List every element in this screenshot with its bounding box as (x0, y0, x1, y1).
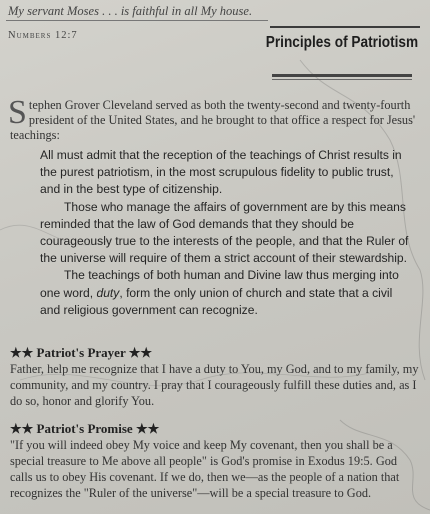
page-title: Principles of Patriotism (265, 34, 418, 51)
drop-cap: S (8, 94, 27, 131)
title-rule-top (270, 26, 420, 28)
title-rule-bottom-thin (272, 79, 412, 80)
epigraph-verse: My servant Moses . . . is faithful in all My house. (8, 4, 253, 18)
quote-paragraph-2: Those who manage the affairs of government are by this means reminded that the law of God demands that they should be courageously true to the interests of the people, and that the Ruler of the universe will require of them a strict account of their stewardship. (40, 199, 409, 266)
quote-p3-emphasis: duty (96, 285, 120, 300)
quote-p3-after: , form the only union of church and state that a civil and religious government can recognize. (40, 285, 393, 317)
quote-p3-before: The teachings of both human and Divine law thus merging into one word, (40, 268, 399, 300)
block-quote (40, 147, 415, 319)
prayer-text: Father, help me recognize that I have a duty to You, my God, and to my family, my community, and my country. I pray that I courageously fulfill these duties and, as I do so, honor and glorify You. (10, 362, 419, 408)
intro-text: tephen Grover Cleveland served as both the twenty-second and twenty-fourth president of the United States, and he brought to that office a respect for Jesus' teachings: (10, 98, 416, 142)
intro-paragraph (8, 94, 420, 143)
epigraph-divider (6, 20, 268, 21)
quote-paragraph-1: All must admit that the reception of the teachings of Christ results in the purest patriotism, in the most scrupulous fidelity to public trust, and in the best type of citizenship. (40, 148, 402, 197)
promise-text: "If you will indeed obey My voice and keep My covenant, then you shall be a special treasure to Me above all people" is God's promise in Exodus 19:5. God calls us to obey His covenant. If we do, then we—as the people of a nation that recognizes the "Ruler of the universe"—will be a special treasure to God. (10, 438, 400, 500)
promise-heading: ★★ Patriot's Promise ★★ (10, 421, 160, 436)
quote-paragraph-3 (40, 267, 415, 319)
title-rule-bottom (272, 74, 412, 77)
title-block (265, 26, 420, 66)
prayer-heading: ★★ Patriot's Prayer ★★ (10, 345, 153, 360)
epigraph-reference: Numbers 12:7 (8, 30, 78, 41)
